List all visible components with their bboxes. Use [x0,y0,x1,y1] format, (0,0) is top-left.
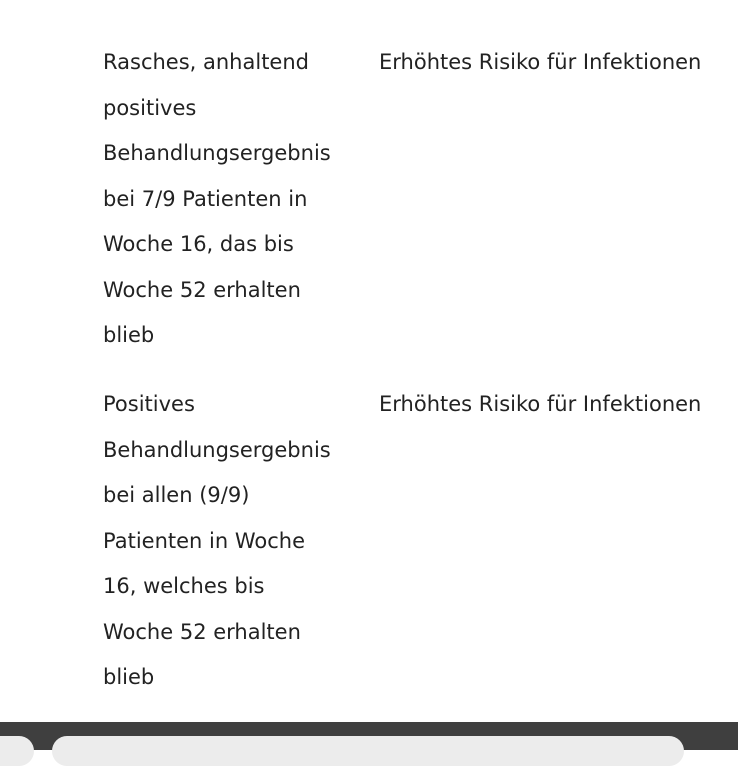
effect-cell: Positives Behandlungsergebnis bei allen (9/9) Patienten in Woche 16, welches bis Woche 52 erhalten blieb [103,392,331,689]
toolbar-left-button[interactable] [0,736,34,766]
effect-cell: Rasches, anhaltend positives Behandlungsergebnis bei 7/9 Patienten in Woche 16, das bis Woche 52 erhalten blieb [103,50,331,347]
browser-bottom-toolbar [0,722,738,750]
risk-cell: Erhöhtes Risiko für Infektionen [379,50,702,74]
risk-cell: Erhöhtes Risiko für Infektionen [379,392,702,416]
address-bar[interactable] [52,736,684,766]
